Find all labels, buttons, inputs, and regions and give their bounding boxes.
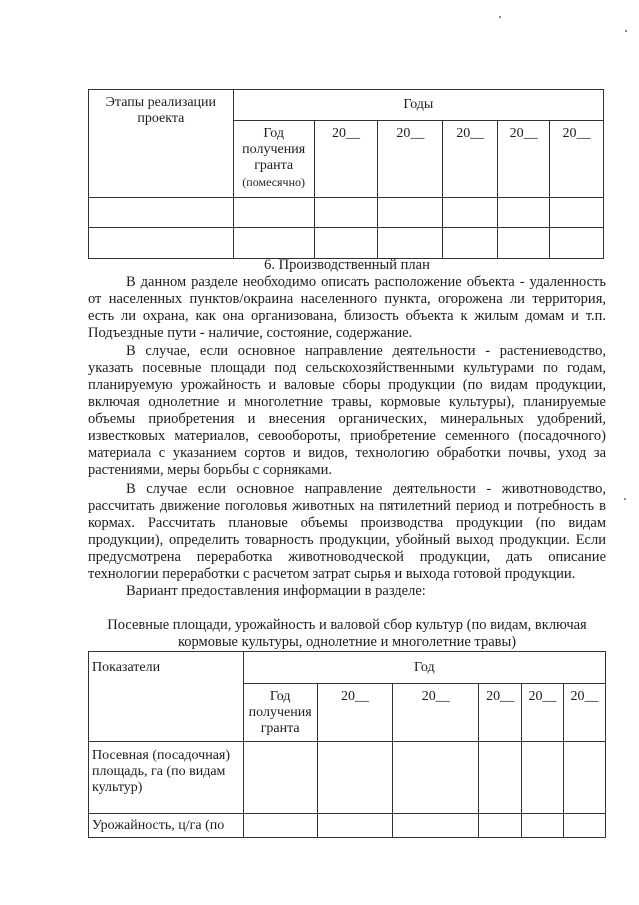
year-col-2: 20__ — [378, 121, 443, 198]
stages-header: Этапы реализации проекта — [89, 90, 234, 198]
year-group-header: Год — [243, 652, 605, 684]
year-col-5: 20__ — [564, 684, 606, 742]
table-cell — [522, 814, 564, 838]
table-cell — [550, 228, 604, 259]
table-cell — [479, 742, 522, 814]
crops-table — [88, 651, 606, 838]
table-cell — [243, 742, 317, 814]
stages-table — [88, 89, 604, 259]
section-heading: 6. Производственный план — [264, 257, 430, 273]
grant-year-header-2: Год получения гранта — [243, 684, 317, 742]
grant-year-label: Год получения гранта — [242, 126, 306, 173]
table-cell — [317, 814, 393, 838]
grant-year-note: (помесячно) — [242, 175, 306, 189]
table-cell — [317, 742, 393, 814]
year-col-3: 20__ — [443, 121, 498, 198]
table-cell — [314, 198, 378, 228]
table-cell — [378, 228, 443, 259]
year-col-2: 20__ — [393, 684, 479, 742]
table-cell — [314, 228, 378, 259]
paragraph-crop-production: В случае, если основное направление деятельности - растениеводство, указать посевные площади под сельскохозяйственными культурами по годам, планируемую урожайность и валовые сборы продукции (по видам продукции, включая однолетние и многолетние травы, кормовые культуры), планируемые объемы приобретения и внесения органических, минеральных удобрений, известковых материалов, севообороты, приобретение семенного (посадочного) материала с указанием сортов и видов, технологию обработки почвы, уход за растениями, меры борьбы с сорняками. — [88, 343, 606, 478]
year-col-4: 20__ — [498, 121, 550, 198]
year-col-5: 20__ — [550, 121, 604, 198]
year-col-1: 20__ — [314, 121, 378, 198]
table-row — [89, 198, 604, 228]
scan-speck — [625, 30, 627, 32]
row-label-yield: Урожайность, ц/га (по — [89, 814, 244, 838]
table-cell — [550, 198, 604, 228]
table-cell — [443, 228, 498, 259]
row-label-area: Посевная (посадочная) площадь, га (по видам культур) — [89, 742, 244, 814]
table-cell — [233, 198, 314, 228]
paragraph-variant: Вариант предоставления информации в разделе: — [126, 583, 426, 599]
table-cell — [479, 814, 522, 838]
table-row — [89, 742, 606, 814]
year-col-4: 20__ — [522, 684, 564, 742]
years-group-header: Годы — [233, 90, 603, 121]
table-cell — [393, 814, 479, 838]
table-cell — [393, 742, 479, 814]
table-cell — [233, 228, 314, 259]
paragraph-livestock: В случае если основное направление деятельности - животноводство, рассчитать движение поголовья животных на пятилетний период и потребность в кормах. Рассчитать плановые объемы производства продукции (по видам продукции), определить товарность продукции, убойный выход продукции. Если предусмотрена переработка животноводческой продукции, дать описание технологии переработки с расчетом затрат сырья и выхода готовой продукции. — [88, 481, 606, 582]
grant-year-header — [233, 121, 314, 198]
table-row — [89, 814, 606, 838]
table-cell — [564, 742, 606, 814]
table-cell — [522, 742, 564, 814]
scan-speck — [499, 16, 501, 18]
paragraph-location: В данном разделе необходимо описать расположение объекта - удаленность от населенных пунктов/окраина населенного пункта, огорожена ли территория, есть ли охрана, как она организована, близость объекта к жилым домам и т.п. Подъездные пути - наличие, состояние, содержание. — [88, 274, 606, 341]
year-col-1: 20__ — [317, 684, 393, 742]
table-cell — [243, 814, 317, 838]
table-row — [89, 228, 604, 259]
table-cell — [498, 228, 550, 259]
indicators-header: Показатели — [89, 652, 244, 742]
table-cell — [564, 814, 606, 838]
scan-speck — [624, 498, 626, 500]
table-cell — [89, 228, 234, 259]
table2-caption: Посевные площади, урожайность и валовой сбор культур (по видам, включая кормовые культуры, однолетние и многолетние травы) — [107, 617, 587, 650]
year-col-3: 20__ — [479, 684, 522, 742]
table-cell — [443, 198, 498, 228]
table-cell — [498, 198, 550, 228]
table-cell — [378, 198, 443, 228]
table-cell — [89, 198, 234, 228]
